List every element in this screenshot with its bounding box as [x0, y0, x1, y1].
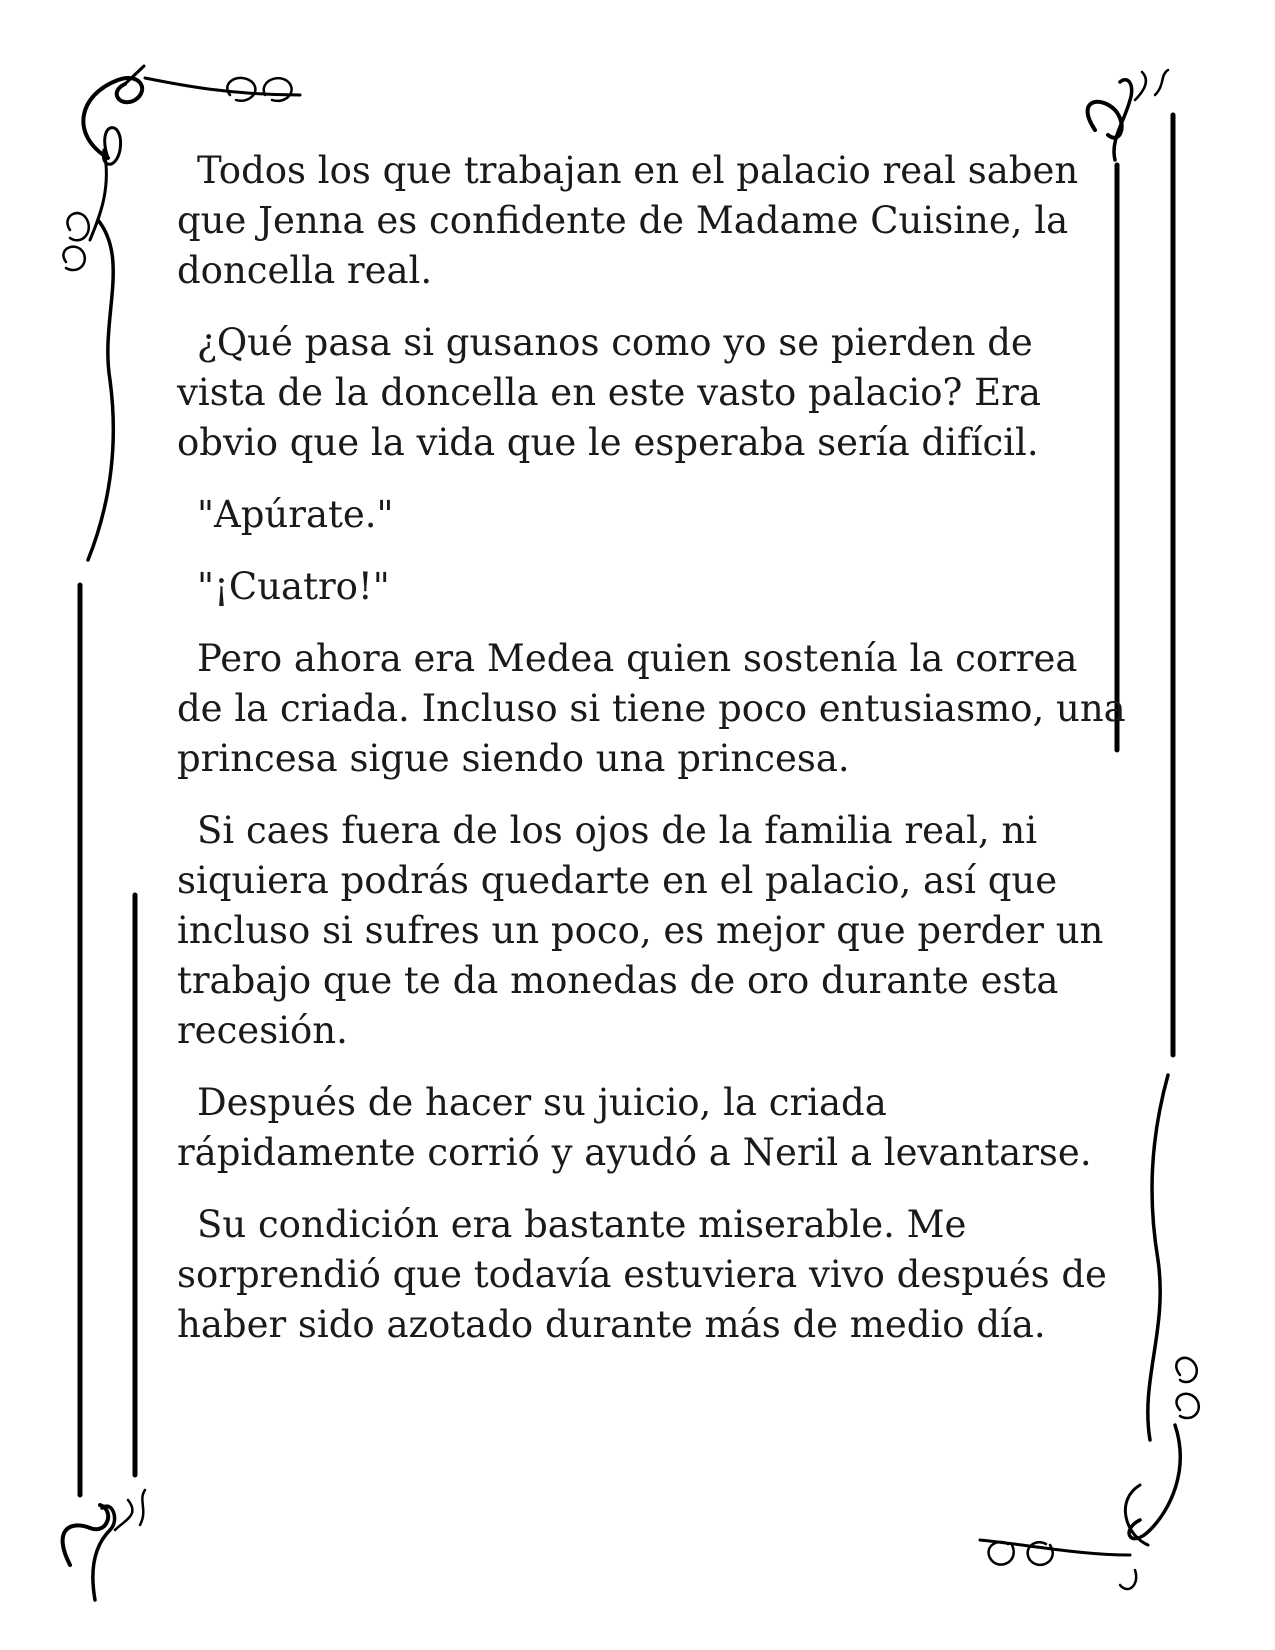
paragraph: Si caes fuera de los ojos de la familia real, ni siquiera podrás quedarte en el palacio, así que incluso si sufres un poco, es mejor que perder un trabajo que te da monedas de oro durante esta recesión. — [177, 809, 1104, 1052]
paragraph: ¿Qué pasa si gusanos como yo se pierden de vista de la doncella en este vasto palacio? Era obvio que la vida que le esperaba sería difícil. — [177, 321, 1041, 464]
paragraph: Después de hacer su juicio, la criada rápidamente corrió y ayudó a Neril a levantarse. — [177, 1081, 1092, 1174]
dialogue-line: "Apúrate." — [197, 493, 394, 536]
paragraph: Pero ahora era Medea quien sostenía la correa de la criada. Incluso si tiene poco entusiasmo, una princesa sigue siendo una princesa. — [177, 637, 1126, 780]
body-text — [177, 146, 1127, 1372]
paragraph: Su condición era bastante miserable. Me sorprendió que todavía estuviera vivo después de haber sido azotado durante más de medio día. — [177, 1203, 1107, 1346]
paragraph: Todos los que trabajan en el palacio real saben que Jenna es confidente de Madame Cuisine, la doncella real. — [177, 149, 1079, 292]
dialogue-line: "¡Cuatro!" — [197, 565, 390, 608]
bottom-left-flourish-icon — [63, 1490, 145, 1600]
